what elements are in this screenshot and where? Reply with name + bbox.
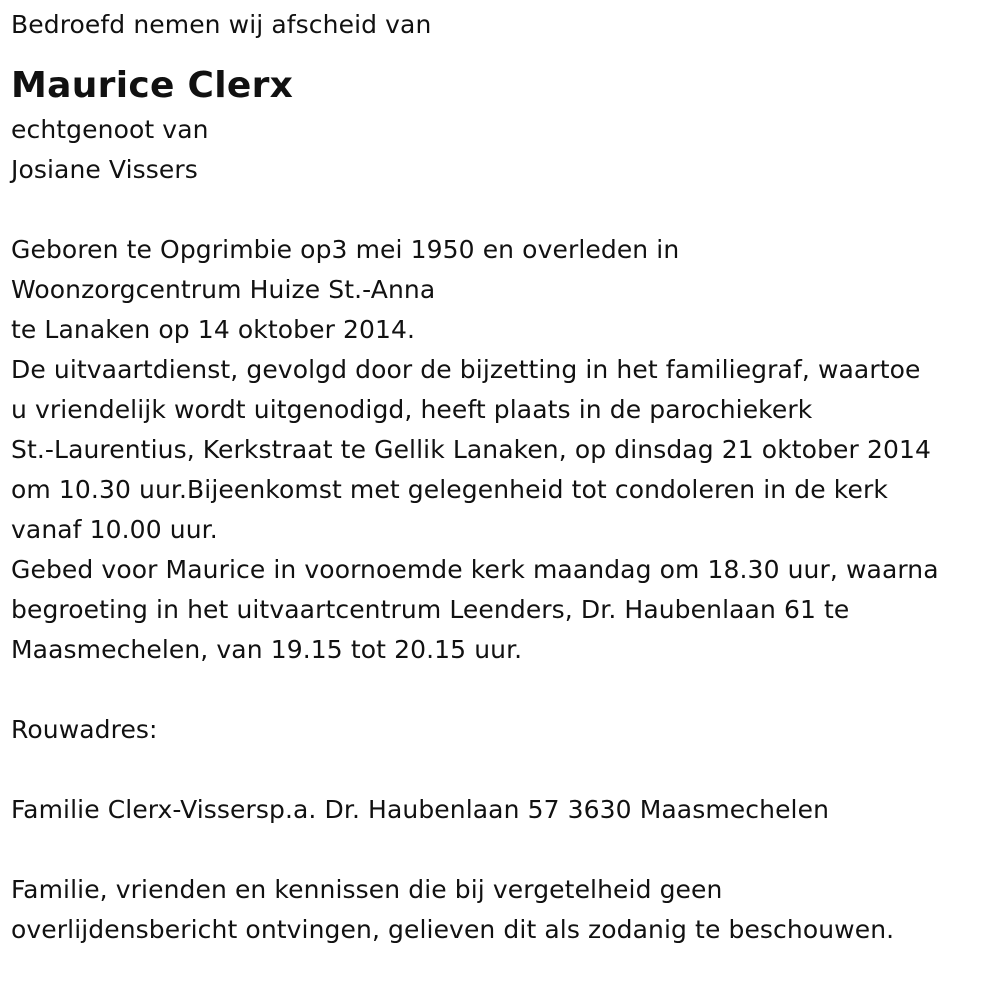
details-line: te Lanaken op 14 oktober 2014. [11, 315, 416, 344]
details-line: begroeting in het uitvaartcentrum Leenders, Dr. Haubenlaan 61 te [11, 595, 850, 624]
spacer [11, 670, 996, 710]
details-line: De uitvaartdienst, gevolgd door de bijzetting in het familiegraf, waartoe [11, 355, 921, 384]
details-line: om 10.30 uur.Bijeenkomst met gelegenheid tot condoleren in de kerk [11, 475, 888, 504]
details-line: u vriendelijk wordt uitgenodigd, heeft plaats in de parochiekerk [11, 395, 813, 424]
relation-text: echtgenoot van [11, 115, 209, 144]
closing-line: Familie, vrienden en kennissen die bij vergetelheid geen [11, 875, 723, 904]
mourning-address-label: Rouwadres: [11, 715, 158, 744]
details-line: vanaf 10.00 uur. [11, 515, 218, 544]
mourning-address: Familie Clerx-Vissersp.a. Dr. Haubenlaan 57 3630 Maasmechelen [11, 795, 830, 824]
details-line: Maasmechelen, van 19.15 tot 20.15 uur. [11, 635, 523, 664]
intro-text: Bedroefd nemen wij afscheid van [11, 10, 432, 39]
spacer [11, 750, 996, 790]
closing-block [11, 870, 996, 950]
spouse-name: Josiane Vissers [11, 155, 198, 184]
details-line: Gebed voor Maurice in voornoemde kerk maandag om 18.30 uur, waarna [11, 555, 939, 584]
details-line: Geboren te Opgrimbie op3 mei 1950 en overleden in [11, 235, 680, 264]
details-line: St.-Laurentius, Kerkstraat te Gellik Lanaken, op dinsdag 21 oktober 2014 [11, 435, 931, 464]
closing-line: overlijdensbericht ontvingen, gelieven dit als zodanig te beschouwen. [11, 915, 895, 944]
deceased-name: Maurice Clerx [11, 65, 294, 106]
obituary-notice [11, 5, 996, 950]
details-line: Woonzorgcentrum Huize St.-Anna [11, 275, 436, 304]
details-block [11, 230, 996, 670]
spacer [11, 830, 996, 870]
spacer [11, 190, 996, 230]
